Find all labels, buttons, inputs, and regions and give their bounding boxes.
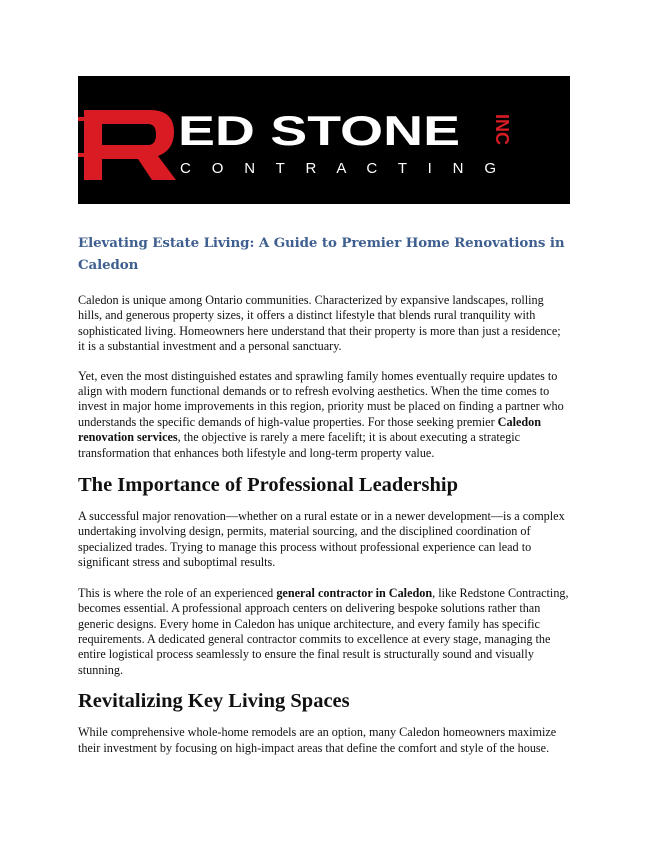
brand-suffix-text: INC <box>492 114 512 145</box>
bold-keyword: Caledon renovation services <box>78 414 542 445</box>
section-2-paragraph-1: While comprehensive whole-home remodels are an option, many Caledon homeowners maximize their investment by focusing on high-impact areas that define the comfort and style of the house. <box>78 725 557 755</box>
red-stone-logo <box>78 76 570 204</box>
article-title: Elevating Estate Living: A Guide to Premier Home Renovations in Caledon <box>78 235 565 273</box>
company-logo-banner <box>78 76 570 204</box>
section-1-paragraph-2: This is where the role of an experienced general contractor in Caledon, like Redstone Contracting, becomes essential. A professional approach centers on delivering bespoke solutions rather than generic designs. Every home in Caledon has unique architecture, and every family has specific requirements. A dedicated general contractor commits to excellence at every stage, managing the entire logistical process seamlessly to ensure the final result is structurally sound and visually stunning. <box>78 585 569 677</box>
paragraph-2: Yet, even the most distinguished estates and sprawling family homes eventually require updates to align with modern functional demands or to refresh evolving aesthetics. When the time comes to invest in major home improvements in this region, priority must be placed on finding a partner who understands the specific demands of high-value properties. For those seeking premier Caledon renovation services, the objective is rarely a mere facelift; it is about executing a strategic transformation that enhances both lifestyle and long-term property value. <box>78 368 564 460</box>
brand-bottom-text: C O N T R A C T I N G <box>180 160 496 177</box>
section-heading-leadership: The Importance of Professional Leadership <box>78 474 459 497</box>
section-heading-living-spaces: Revitalizing Key Living Spaces <box>78 690 350 713</box>
article-body <box>78 232 570 756</box>
bold-keyword: general contractor in Caledon <box>276 585 433 600</box>
brand-top-text: ED STONE <box>178 107 460 154</box>
intro-paragraph: Caledon is unique among Ontario communities. Characterized by expansive landscapes, rolling hills, and generous property sizes, it offers a distinct lifestyle that blends rural tranquility with sophisticated living. Homeowners here understand that their property is more than just a residence; it is a substantial investment and a personal sanctuary. <box>78 293 561 354</box>
section-1-paragraph-1: A successful major renovation—whether on a rural estate or in a newer development—is a complex undertaking involving design, permits, material sourcing, and the disciplined coordination of specialized trades. Trying to manage this process without professional experience can lead to significant stress and suboptimal results. <box>78 509 565 570</box>
